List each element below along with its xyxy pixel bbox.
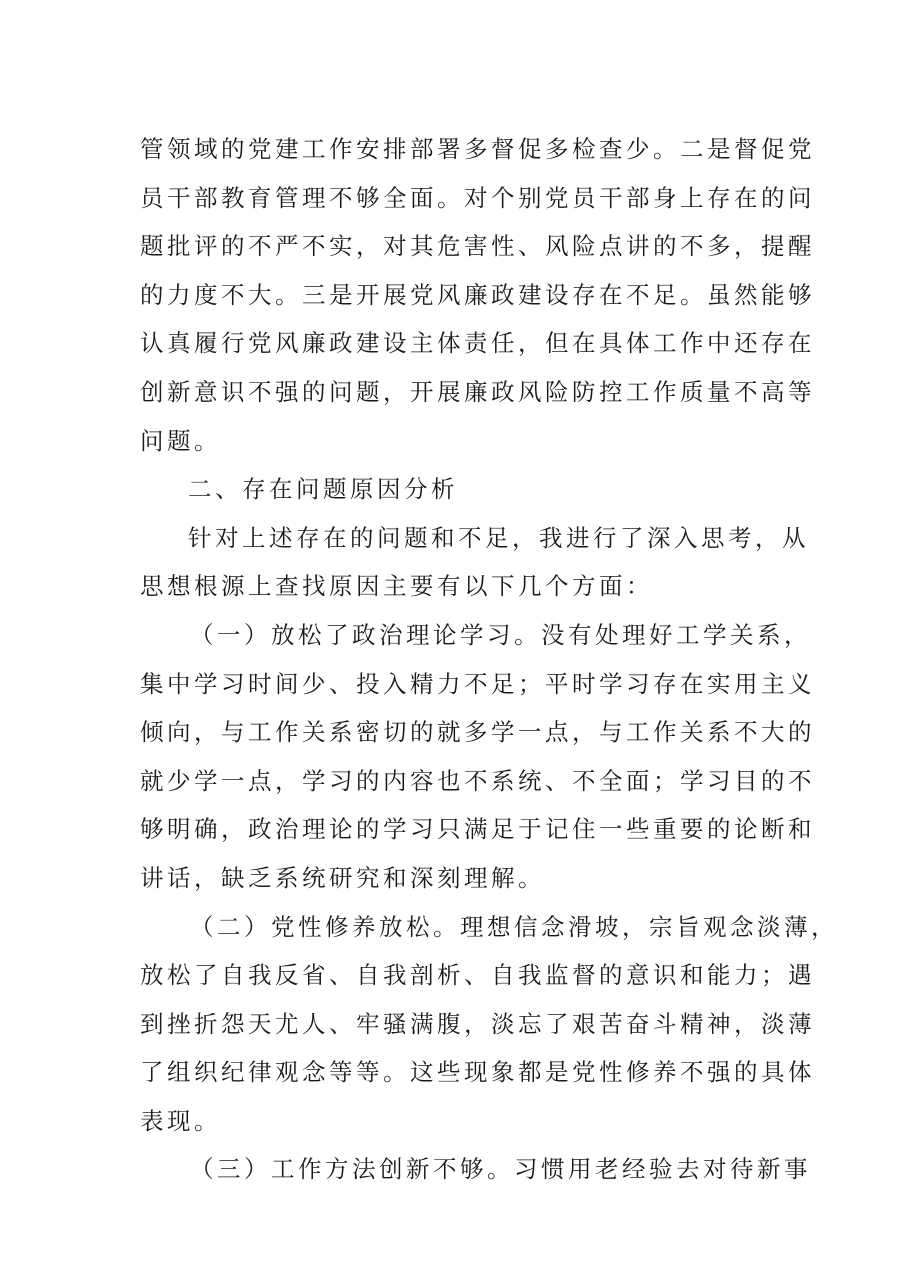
paragraph-first-line: （一）放松了政治理论学习。没有处理好工学关系， [190,620,811,649]
text-line: 员干部教育管理不够全面。对个别党员干部身上存在的问 [140,183,815,212]
text-line: 创新意识不强的问题，开展廉政风险防控工作质量不高等 [140,377,815,406]
text-line: 认真履行党风廉政建设主体责任，但在具体工作中还存在 [140,329,815,358]
section-heading: 二、存在问题原因分析 [188,475,458,504]
text-line: 到挫折怨天尤人、牢骚满腹，淡忘了艰苦奋斗精神，淡薄 [140,1009,815,1038]
paragraph-first-line: （三）工作方法创新不够。习惯用老经验去对待新事 [190,1155,811,1184]
paragraph-first-line: （二）党性修养放松。理想信念滑坡，宗旨观念淡薄， [190,912,838,941]
text-line: 放松了自我反省、自我剖析、自我监督的意识和能力；遇 [140,961,815,990]
text-line: 思想根源上查找原因主要有以下几个方面： [140,572,653,601]
text-line: 够明确，政治理论的学习只满足于记住一些重要的论断和 [140,815,815,844]
text-line: 题批评的不严不实，对其危害性、风险点讲的不多，提醒 [140,232,815,261]
text-line: 讲话，缺乏系统研究和深刻理解。 [140,863,545,892]
paragraph-first-line: 针对上述存在的问题和不足，我进行了深入思考，从 [188,523,809,552]
text-line: 就少学一点，学习的内容也不系统、不全面；学习目的不 [140,766,815,795]
text-line: 问题。 [140,426,221,455]
text-line: 集中学习时间少、投入精力不足；平时学习存在实用主义 [140,669,815,698]
text-line: 表现。 [140,1106,221,1135]
text-line: 了组织纪律观念等等。这些现象都是党性修养不强的具体 [140,1058,815,1087]
document-body [140,125,838,1194]
text-line: 管领域的党建工作安排部署多督促多检查少。二是督促党 [140,135,815,163]
text-line: 的力度不大。三是开展党风廉政建设存在不足。虽然能够 [140,280,815,309]
text-line: 倾向，与工作关系密切的就多学一点，与工作关系不大的 [140,718,815,747]
